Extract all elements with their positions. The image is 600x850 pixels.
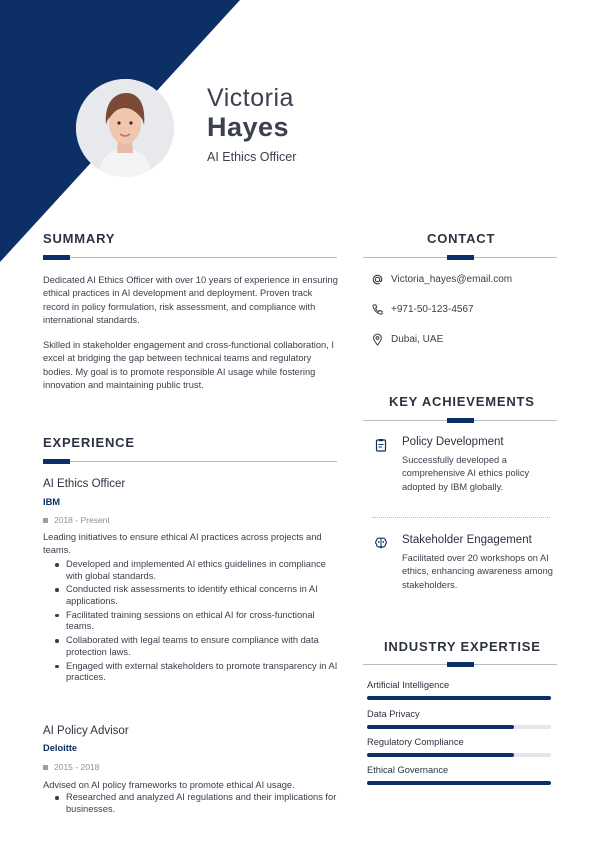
list-item: Engaged with external stakeholders to promote transparency in AI practices.	[55, 661, 340, 684]
skill-bar-3	[367, 753, 551, 757]
achievements-heading: KEY ACHIEVEMENTS	[389, 394, 535, 409]
experience-divider-mark	[43, 459, 70, 464]
location-pin-icon	[371, 333, 384, 346]
contact-location	[371, 333, 443, 346]
job-role-1: AI Ethics Officer	[43, 478, 126, 490]
achievements-divider-mark	[447, 418, 474, 423]
summary-divider	[43, 257, 337, 258]
skill-label-4: Ethical Governance	[367, 765, 449, 775]
job-role-2: AI Policy Advisor	[43, 725, 129, 737]
job-title: AI Ethics Officer	[207, 150, 297, 164]
skill-bar-1	[367, 696, 551, 700]
contact-email[interactable]	[371, 273, 512, 286]
experience-heading: EXPERIENCE	[43, 435, 135, 450]
location-text: Dubai, UAE	[391, 334, 444, 345]
first-name: Victoria	[207, 84, 294, 112]
list-item: Facilitated training sessions on ethical AI for cross-functional teams.	[55, 610, 340, 633]
job-bullets-1	[55, 559, 340, 686]
calendar-icon	[43, 765, 48, 770]
skill-label-1: Artificial Intelligence	[367, 680, 450, 690]
skill-bar-fill	[367, 725, 514, 729]
job-summary-2: Advised on AI policy frameworks to promote ethical AI usage.	[43, 780, 295, 790]
achievement-title-1: Policy Development	[402, 436, 504, 448]
phone-text: +971-50-123-4567	[391, 304, 474, 315]
expertise-heading: INDUSTRY EXPERTISE	[384, 639, 541, 654]
expertise-divider-mark	[447, 662, 474, 667]
job-dates-text-1: 2018 - Present	[54, 515, 110, 525]
job-company-1: IBM	[43, 497, 61, 507]
list-item: Collaborated with legal teams to ensure compliance with data protection laws.	[55, 635, 340, 658]
skill-bar-fill	[367, 696, 551, 700]
contact-heading: CONTACT	[427, 231, 496, 246]
summary-paragraph-2: Skilled in stakeholder engagement and cross-functional collaboration, I excel at bridging the gap between technical teams and regulatory bodies. My goal is to promote responsible AI usage while fostering innovation and maintaining public trust.	[43, 340, 334, 391]
job-bullets-2	[55, 792, 340, 817]
achievement-title-2: Stakeholder Engagement	[402, 534, 532, 546]
email-text: Victoria_hayes@email.com	[391, 274, 513, 285]
achievement-separator	[372, 517, 550, 518]
summary-heading: SUMMARY	[43, 231, 116, 246]
skill-bar-4	[367, 781, 551, 785]
calendar-icon	[43, 518, 48, 523]
last-name: Hayes	[207, 112, 290, 142]
list-item: Developed and implemented AI ethics guidelines in compliance with global standards.	[55, 559, 340, 582]
summary-paragraph-1: Dedicated AI Ethics Officer with over 10 years of experience in ensuring ethical practices in AI development and deployment. Proven track record in policy formulation, risk assessment, and compliance with international standards.	[43, 275, 338, 326]
skill-bar-fill	[367, 753, 514, 757]
job-company-2: Deloitte	[43, 743, 78, 753]
skill-bar-2	[367, 725, 551, 729]
contact-divider-mark	[447, 255, 474, 260]
skill-label-2: Data Privacy	[367, 709, 420, 719]
job-dates-2	[43, 762, 99, 772]
list-item: Conducted risk assessments to identify ethical concerns in AI applications.	[55, 584, 340, 607]
avatar-icon	[76, 79, 174, 177]
phone-icon	[371, 303, 384, 316]
clipboard-icon	[374, 438, 388, 452]
skill-label-3: Regulatory Compliance	[367, 737, 464, 747]
achievement-description-2: Facilitated over 20 workshops on AI ethics, enhancing awareness among stakeholders.	[402, 553, 553, 590]
brain-icon	[374, 536, 388, 550]
skill-bar-fill	[367, 781, 551, 785]
profile-photo	[76, 79, 174, 177]
summary-divider-mark	[43, 255, 70, 260]
experience-divider	[43, 461, 337, 462]
at-icon	[371, 273, 384, 286]
job-dates-1	[43, 515, 110, 525]
job-summary-1: Leading initiatives to ensure ethical AI practices across projects and teams.	[43, 532, 322, 556]
job-dates-text-2: 2015 - 2018	[54, 762, 100, 772]
achievement-description-1: Successfully developed a comprehensive AI ethics policy adopted by IBM globally.	[402, 455, 530, 492]
contact-phone[interactable]	[371, 303, 474, 316]
list-item: Researched and analyzed AI regulations and their implications for businesses.	[55, 792, 340, 815]
